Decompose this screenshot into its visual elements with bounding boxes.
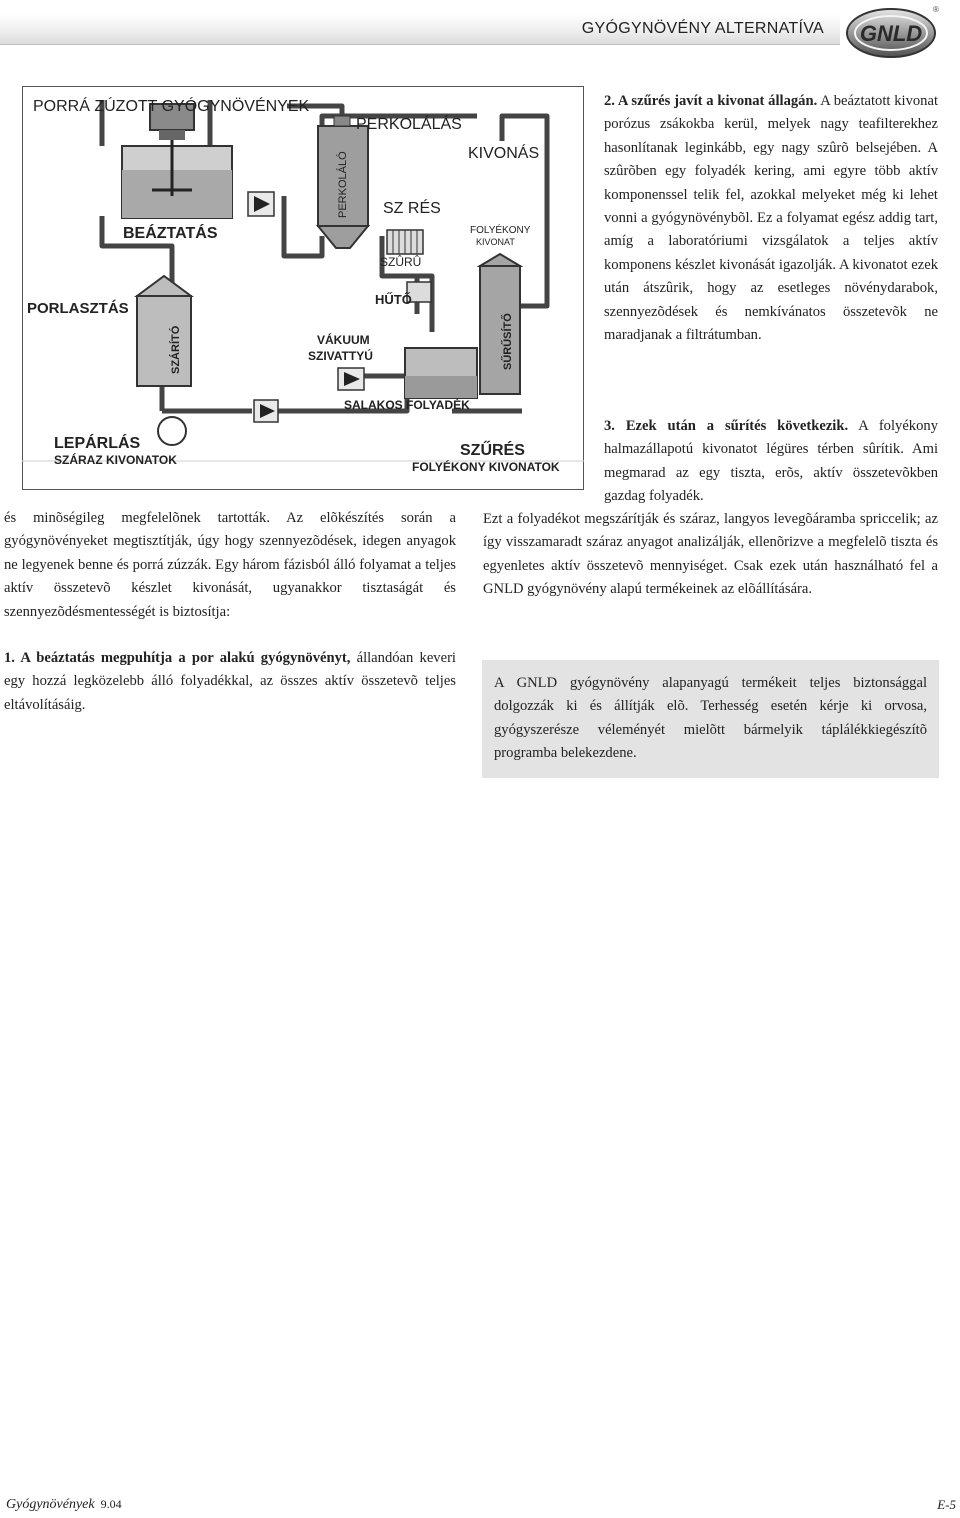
right-column-step-3-continued: [483, 508, 938, 602]
pump-1: [248, 192, 274, 216]
vacuum-pump: [338, 368, 364, 390]
label-szures-top: SZ RÉS: [383, 200, 441, 217]
step-2-paragraph: [604, 90, 938, 347]
right-column-step-3: [604, 415, 938, 509]
step-3-title: 3. Ezek után a sűrítés következik.: [604, 418, 849, 434]
collection-tank: [405, 348, 477, 398]
label-salakos: SALAKOS FOLYADÉK: [344, 398, 470, 412]
step-2-title: 2. A szűrés javít a kivonat állagán.: [604, 93, 818, 109]
step-2-body: A beáztatott kivonat porózus zsákokba kerül, melyek nagy teafilterekhez hasonlítanak leginkább, egy nagy szûrõ belsejében. A szûrõben egy folyadék kering, ami egyre több aktív komponenssel telik fel, azokkal melyeket még ki lehet vonni a gyógynövénybõl. Ez a folyamat egész addig tart, amíg a laboratóriumi vizsgálatok a teljes aktív komponens készlet kivonását igazolják. A kivonatot ezek után átszûrik, hogy az esetleges növénydarabok, szennyezõdések és nemkívánatos összetevõk ne maradjanak a filtrátumban.: [604, 93, 938, 344]
logo-text: GNLD: [859, 21, 923, 46]
condenser-ball: [158, 417, 186, 445]
label-beaztatas: BEÁZTATÁS: [123, 225, 218, 242]
process-diagram-svg: [22, 86, 584, 490]
filter-unit: [387, 230, 423, 254]
dryer: [137, 276, 191, 386]
safety-note-box: [482, 660, 939, 778]
pump-2: [254, 400, 278, 422]
gnld-logo-icon: [845, 2, 941, 58]
process-diagram: [22, 86, 584, 490]
step-1-body: állandóan keveri egy hozzá legközelebb álló folyadékkal, az összes aktív összetevõ teljes eltávolításáig.: [4, 650, 456, 713]
footer-issue: 9.04: [100, 1497, 122, 1511]
intro-paragraph: és minõségileg megfelelõnek tartották. Az elõkészítés során a gyógynövényeket megtisztítják, úgy hogy szennyezõdések, idegen anyagok ne legyenek benne és porrá zúzzák. Egy három fázisból álló folyamat a teljes aktív összetevõ készlet kivonását, ugyanakkor tisztaságát és szennyezõdésmentességét is biztosítja:: [4, 510, 456, 620]
label-szaraz-kivonatok: SZÁRAZ KIVONATOK: [54, 453, 177, 467]
label-vakuum-1: VÁKUUM: [317, 333, 370, 347]
label-perkolalas: PERKOLÁLÁS: [356, 116, 462, 133]
left-column: [4, 507, 456, 717]
label-perkolalo: PERKOLÁLÓ: [337, 151, 349, 218]
step-3-body-narrow: A folyékony halmazállapotú kivonatot légüres térben sûrítik. Ami megmarad az egy tiszta, erõs, aktív összetevõkben gazdag folyadék.: [604, 418, 938, 505]
right-column-step-2: [604, 90, 938, 347]
label-folyekony-1: FOLYÉKONY: [470, 225, 531, 236]
label-folyekony-kivonatok: FOLYÉKONY KIVONATOK: [412, 460, 560, 474]
concentrator: [480, 254, 520, 394]
label-surito: SŰRŰSÍTŐ: [502, 313, 514, 370]
label-folyekony-2: KIVONAT: [476, 237, 515, 247]
label-kivonas: KIVONÁS: [468, 145, 540, 162]
footer-title: Gyógynövények: [6, 1497, 95, 1512]
step-3-body-wide: Ezt a folyadékot megszárítják és száraz, langyos levegõáramba spriccelik; az így visszamaradt száraz anyagot analizálják, ellenõrizve a megfelelõ tiszta és egyenletes aktív összetevõ mennyiséget. Csak ezek után használható fel a GNLD gyógynövény alapú termékeinek az elõállítására.: [483, 511, 938, 598]
footer-left: [6, 1497, 122, 1513]
label-szarito: SZÁRÍTÓ: [170, 325, 182, 374]
label-porra-zuzott: PORRÁ ZÚZOTT GYÓGYNÖVÉNYEK: [33, 98, 310, 115]
header-title: GYÓGYNÖVÉNY ALTERNATÍVA: [581, 20, 824, 37]
label-leparlas: LEPÁRLÁS: [54, 435, 141, 452]
label-szuro: SZÛRÛ: [380, 255, 422, 269]
label-huto: HŰTŐ: [375, 292, 412, 307]
step-1-paragraph: [4, 647, 456, 717]
logo-registered-mark: ®: [933, 5, 939, 14]
step-3-paragraph: [604, 415, 938, 509]
label-porlasztas: PORLASZTÁS: [27, 300, 129, 317]
step-1-title: 1. A beáztatás megpuhítja a por alakú gyógynövényt,: [4, 650, 351, 667]
label-vakuum-2: SZIVATTYÚ: [308, 349, 373, 363]
safety-note-text: A GNLD gyógynövény alapanyagú termékeit teljes biztonsággal dolgozzák ki és állítják elõ. Terhesség esetén kérje ki orvosa, gyógyszerésze véleményét mielõtt bármelyik táplálékkiegészítõ programba belekezdene.: [494, 675, 927, 762]
footer-page-number: E-5: [937, 1497, 956, 1512]
label-szures-bottom: SZŰRÉS: [460, 442, 525, 459]
